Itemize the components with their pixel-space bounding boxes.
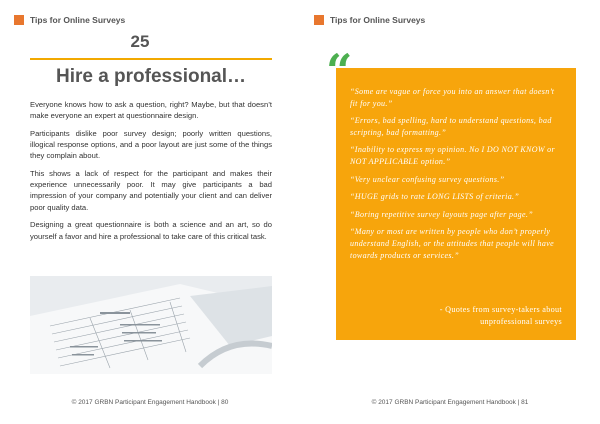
right-header [314, 15, 425, 25]
left-footer: © 2017 GRBN Participant Engagement Handbook | 80 [71, 399, 229, 406]
quote-attribution [350, 304, 562, 328]
paragraph: Participants dislike poor survey design; poorly written questions, illogical response options, and a poor layout are just some of the things they complain about. [30, 128, 272, 161]
title-divider [30, 58, 272, 60]
paragraph: Designing a great questionnaire is both a science and an art, so do yourself a favor and hire a professional to take care of this critical task. [30, 220, 272, 241]
quote-list [350, 86, 562, 267]
right-header-label: Tips for Online Surveys [330, 15, 426, 25]
attribution-line: unprofessional surveys [480, 317, 562, 326]
quote-item: “Inability to express my opinion. No I DO NOT KNOW or NOT APPLICABLE option.” [350, 145, 555, 166]
paragraph: This shows a lack of respect for the participant and makes their experience unnecessarily poor. It may give participants a bad impression of your company and potentially your client and can deliver poor quality data. [30, 169, 272, 212]
page-title: Hire a professional… [55, 66, 247, 87]
right-footer: © 2017 GRBN Participant Engagement Handbook | 81 [371, 399, 529, 406]
left-header-label: Tips for Online Surveys [30, 15, 126, 25]
quote-item: “HUGE grids to rate LONG LISTS of criteria.” [350, 192, 520, 202]
quote-item: “Boring repetitive survey layouts page after page.” [350, 209, 534, 219]
right-page [300, 0, 600, 424]
quote-item: “Some are vague or force you into an answer that doesn’t fit for you.” [350, 87, 555, 108]
orange-square-icon [14, 15, 24, 25]
quote-item: “Errors, bad spelling, hard to understand questions, bad scripting, bad formatting.” [350, 116, 552, 137]
left-header [14, 15, 125, 25]
attribution-line: - Quotes from survey-takers about [439, 305, 562, 314]
blueprint-photo [30, 276, 272, 374]
paragraph: Everyone knows how to ask a question, right? Maybe, but that doesn’t make everyone an expert at questionnaire design. [30, 100, 272, 121]
body-text [30, 99, 272, 248]
quote-mark-icon: “ [326, 44, 353, 98]
quote-item: “Many or most are written by people who don’t properly understand English, or the attitudes that people will have towards products or services.” [350, 227, 555, 260]
orange-square-icon [314, 15, 324, 25]
blueprint-illustration [30, 276, 272, 374]
page-number: 25 [130, 32, 150, 51]
quote-item: “Very unclear confusing survey questions.” [350, 174, 505, 184]
